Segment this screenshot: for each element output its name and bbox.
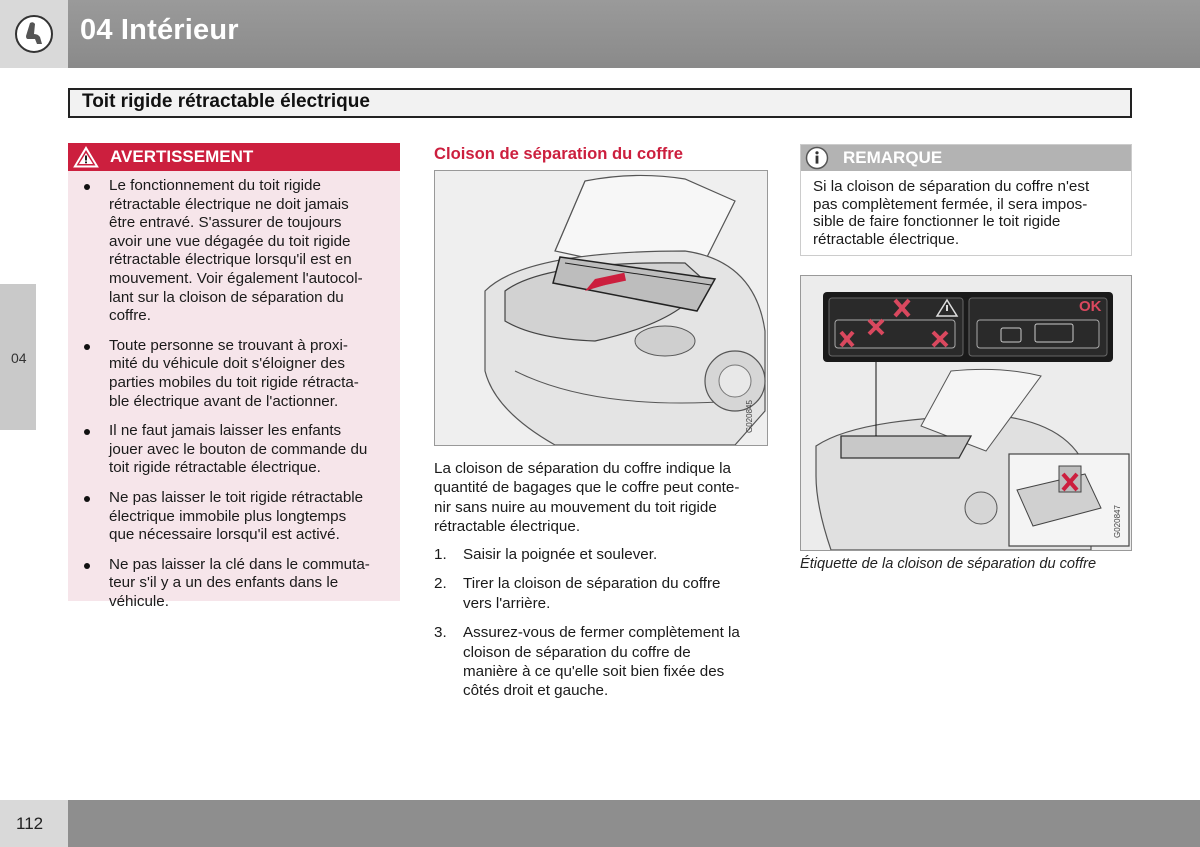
step-number: 3. <box>434 624 447 642</box>
step-text: Assurez-vous de fermer complètement la cloison de séparation du coffre de manière à ce qu'elle soit bien fixée des côtés droit et gauche. <box>463 624 740 700</box>
car-trunk-drawing <box>435 171 767 445</box>
warning-item <box>80 422 390 478</box>
page-number: 112 <box>16 814 44 833</box>
warning-item-text: Ne pas laisser le toit rigide rétractable électrique immobile plus longtemps que nécessaire lorsqu'il est activé. <box>109 488 364 544</box>
subsection-title: Cloison de séparation du coffre <box>434 144 683 163</box>
step-item <box>434 623 770 701</box>
step-number: 1. <box>434 546 447 563</box>
warning-item-text: Toute personne se trouvant à proxi- mité du véhicule doit s'éloigner des parties mobiles du toit rigide rétracta- ble électrique avant de l'actionner. <box>109 336 359 410</box>
section-title: Toit rigide rétractable électrique <box>82 91 370 112</box>
note-box <box>800 144 1132 256</box>
body-paragraph: La cloison de séparation du coffre indique la quantité de bagages que le coffre peut conte- nir sans nuire au mouvement du toit rigide rétractable électrique. <box>434 460 740 536</box>
chapter-side-tab <box>0 284 36 430</box>
step-item <box>434 574 770 613</box>
note-header <box>801 145 1131 171</box>
step-item <box>434 545 770 564</box>
warning-item <box>80 556 390 612</box>
section-title-bar <box>68 88 1132 118</box>
steps-list <box>434 545 770 711</box>
warning-item <box>80 489 390 545</box>
ok-label: OK <box>1079 298 1102 315</box>
figure-code: G020847 <box>1113 505 1122 538</box>
warning-item <box>80 177 390 326</box>
label-drawing <box>801 276 1131 550</box>
divider-label-illustration <box>800 275 1132 551</box>
warning-header <box>68 143 400 171</box>
seat-icon <box>14 14 54 54</box>
figure-code: G020845 <box>745 400 754 433</box>
step-text: Saisir la poignée et soulever. <box>463 546 658 563</box>
info-icon <box>805 146 829 170</box>
page-header <box>0 0 1200 68</box>
trunk-divider-illustration <box>434 170 768 446</box>
note-text: Si la cloison de séparation du coffre n'est pas complètement fermée, il sera impos- sible de faire fonctionner le toit rigide rétractable électrique. <box>813 178 1090 248</box>
figure-caption: Étiquette de la cloison de séparation du coffre <box>800 556 1097 572</box>
warning-item-text: Le fonctionnement du toit rigide rétractable électrique ne doit jamais être entravé. S'assurer de toujours avoir une vue dégagée du toit rigide rétractable électrique lorsqu'il est en mouvement. Voir également l'autocol- lant sur la cloison de séparation du coffre. <box>109 177 363 325</box>
warning-triangle-icon <box>72 145 100 169</box>
header-icon-box <box>0 0 68 68</box>
warning-box <box>68 143 400 610</box>
note-title: REMARQUE <box>843 148 943 167</box>
page-footer <box>0 800 1200 847</box>
warning-item-text: Ne pas laisser la clé dans le commuta- teur s'il y a un des enfants dans le véhicule. <box>109 555 370 610</box>
page-number-box <box>0 800 68 847</box>
chapter-title: 04 Intérieur <box>80 14 239 46</box>
step-number: 2. <box>434 575 447 593</box>
warning-list <box>80 177 390 622</box>
warning-item-text: Il ne faut jamais laisser les enfants jouer avec le bouton de commande du toit rigide rétractable électrique. <box>109 422 368 477</box>
warning-title: AVERTISSEMENT <box>110 147 254 166</box>
step-text: Tirer la cloison de séparation du coffre vers l'arrière. <box>463 575 721 612</box>
chapter-tab-label: 04 <box>11 350 27 366</box>
warning-item <box>80 337 390 411</box>
